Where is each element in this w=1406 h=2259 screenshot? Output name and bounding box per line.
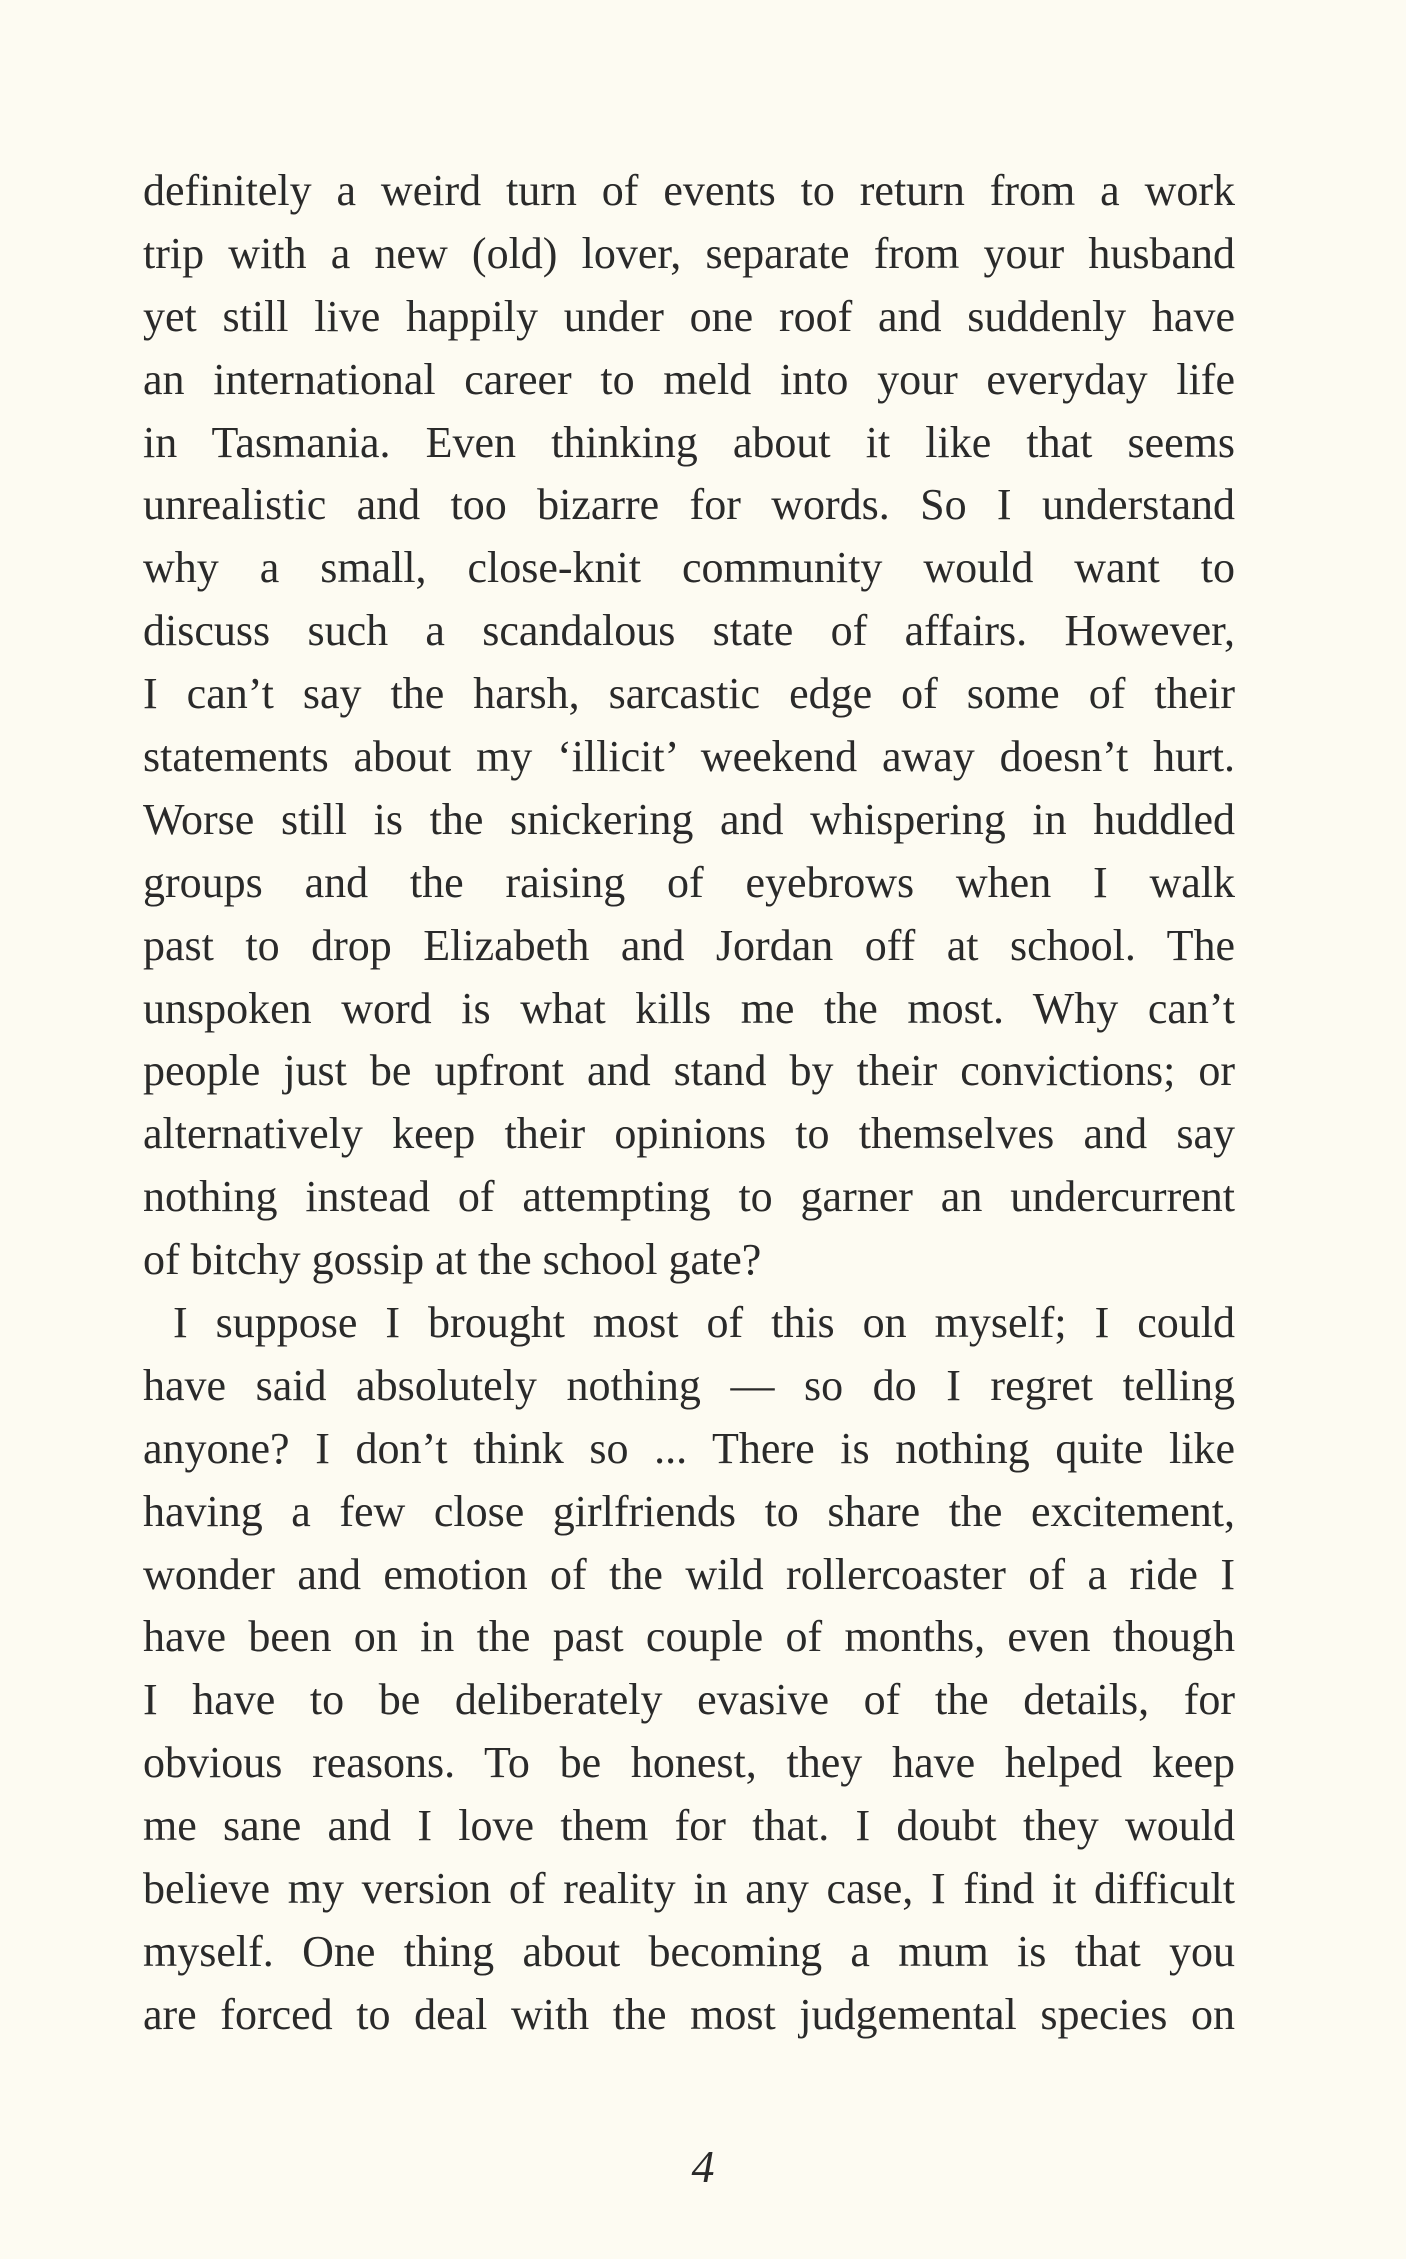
text-line: have said absolutely nothing — so do I regret telling [143, 1360, 1235, 1410]
text-line: in Tasmania. Even thinking about it like that seems [143, 417, 1235, 467]
text-line: yet still live happily under one roof and suddenly have [143, 291, 1235, 341]
text-line: have been on in the past couple of months, even though [143, 1612, 1235, 1662]
text-line: groups and the raising of eyebrows when I walk [143, 857, 1235, 907]
text-line: an international career to meld into your everyday life [143, 354, 1235, 404]
text-line: myself. One thing about becoming a mum is that you [143, 1926, 1235, 1976]
text-line: believe my version of reality in any case, I find it difficult [143, 1864, 1235, 1914]
text-line: nothing instead of attempting to garner an undercurrent [143, 1172, 1235, 1222]
text-line: Worse still is the snickering and whispering in huddled [143, 794, 1235, 844]
page-number: 4 [691, 2141, 715, 2192]
text-line: discuss such a scandalous state of affairs. However, [143, 606, 1235, 656]
text-line: why a small, close-knit community would want to [143, 543, 1235, 593]
text-line: people just be upfront and stand by their convictions; or [143, 1046, 1235, 1096]
text-line: are forced to deal with the most judgemental species on [143, 1989, 1235, 2039]
text-line: me sane and I love them for that. I doubt they would [143, 1801, 1235, 1851]
text-line: wonder and emotion of the wild rollercoaster of a ride I [143, 1549, 1235, 1599]
text-line: anyone? I don’t think so ... There is nothing quite like [143, 1423, 1235, 1473]
text-line: having a few close girlfriends to share the excitement, [143, 1486, 1235, 1536]
paragraph-start-line: I suppose I brought most of this on myself; I could [173, 1298, 1235, 1348]
text-line: trip with a new (old) lover, separate from your husband [143, 228, 1235, 278]
text-line: alternatively keep their opinions to themselves and say [143, 1109, 1235, 1159]
text-line: statements about my ‘illicit’ weekend away doesn’t hurt. [143, 732, 1235, 782]
paragraph-end-line: of bitchy gossip at the school gate? [143, 1235, 762, 1285]
body-text [143, 160, 1235, 2047]
text-line: past to drop Elizabeth and Jordan off at school. The [143, 920, 1235, 970]
text-line: unrealistic and too bizarre for words. So I understand [143, 480, 1235, 530]
text-line: unspoken word is what kills me the most. Why can’t [143, 983, 1235, 1033]
text-line: definitely a weird turn of events to return from a work [143, 166, 1235, 215]
text-line: I have to be deliberately evasive of the details, for [143, 1675, 1235, 1725]
text-line: I can’t say the harsh, sarcastic edge of some of their [143, 669, 1235, 719]
text-line: obvious reasons. To be honest, they have helped keep [143, 1738, 1235, 1788]
